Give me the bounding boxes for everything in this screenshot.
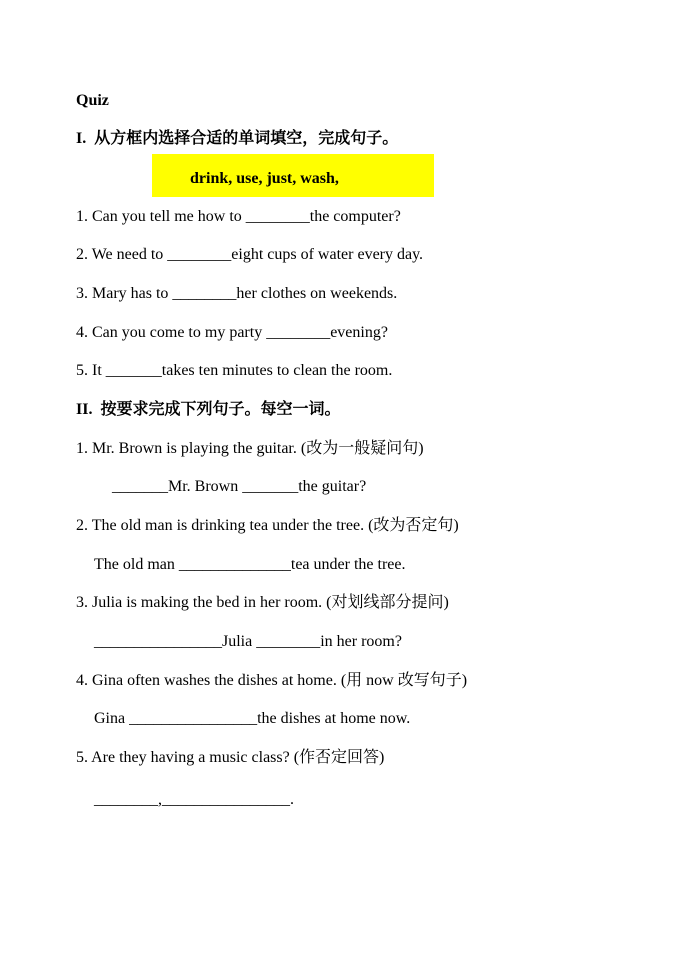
section-2-heading: II. 按要求完成下列句子。每空一词。: [76, 401, 341, 418]
section-2-answer-2: The old man ______________tea under the tree.: [94, 556, 406, 573]
section-2-question-5: 5. Are they having a music class? (作否定回答): [76, 749, 385, 766]
section-1-item-1: 1. Can you tell me how to ________the computer?: [76, 208, 401, 225]
section-2-question-3: 3. Julia is making the bed in her room. (对划线部分提问): [76, 594, 449, 611]
section-1-heading: I. 从方框内选择合适的单词填空，完成句子。: [76, 130, 399, 147]
section-1-item-2: 2. We need to ________eight cups of water every day.: [76, 246, 424, 263]
section-2-answer-4: Gina ________________the dishes at home now.: [94, 710, 411, 727]
word-box-text: drink, use, just, wash,: [190, 170, 339, 187]
section-2-question-1: 1. Mr. Brown is playing the guitar. (改为一般疑问句): [76, 440, 424, 457]
word-box: [152, 154, 434, 197]
section-1-item-3: 3. Mary has to ________her clothes on weekends.: [76, 285, 398, 302]
section-2-question-4: 4. Gina often washes the dishes at home. (用 now 改写句子): [76, 672, 468, 689]
section-1-item-5: 5. It _______takes ten minutes to clean the room.: [76, 362, 393, 379]
section-2-answer-3: ________________Julia ________in her room?: [94, 633, 402, 650]
section-2-question-2: 2. The old man is drinking tea under the tree. (改为否定句): [76, 517, 459, 534]
section-1-item-4: 4. Can you come to my party ________evening?: [76, 324, 388, 341]
page-title: Quiz: [76, 92, 109, 109]
section-2-answer-1: _______Mr. Brown _______the guitar?: [112, 478, 367, 495]
section-2-answer-5: ________,________________.: [94, 791, 294, 808]
